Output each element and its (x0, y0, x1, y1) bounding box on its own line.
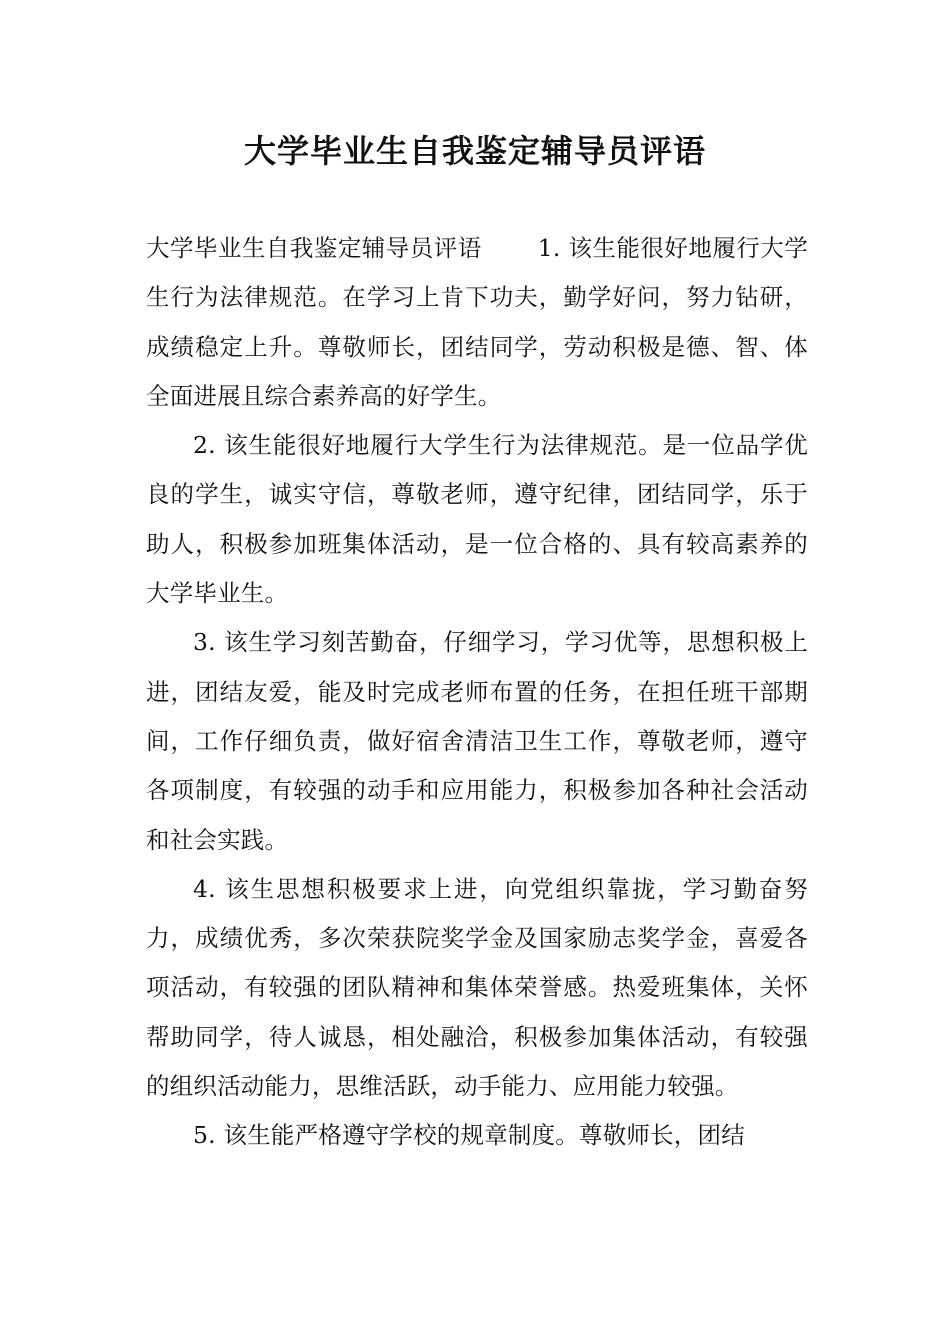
paragraph-5: 5. 该生能严格遵守学校的规章制度。尊敬师长，团结 (193, 1121, 745, 1150)
paragraph-1-text: 1. 该生能很好地履行大学生行为法律规范。在学习上肯下功夫，勤学好问，努力钻研，成绩稳定上升。尊敬师长，团结同学，劳动积极是德、智、体全面进展且综合素养高的好学生。 (146, 234, 808, 410)
paragraph-2: 2. 该生能很好地履行大学生行为法律规范。是一位品学优良的学生，诚实守信，尊敬老师，遵守纪律，团结同学，乐于助人，积极参加班集体活动，是一位合格的、具有较高素养的大学毕业生。 (146, 431, 808, 608)
document-title: 大学毕业生自我鉴定辅导员评语 (243, 132, 706, 170)
paragraph-1 (146, 224, 808, 421)
intro-heading: 大学毕业生自我鉴定辅导员评语 (146, 234, 482, 262)
paragraph-4: 4. 该生思想积极要求上进，向党组织靠拢，学习勤奋努力，成绩优秀，多次荣获院奖学金及国家励志奖学金，喜爱各项活动，有较强的团队精神和集体荣誉感。热爱班集体，关怀帮助同学，待人诚恳，相处融洽，积极参加集体活动，有较强的组织活动能力，思维活跃，动手能力、应用能力较强。 (146, 874, 808, 1101)
document-body (146, 224, 808, 1161)
paragraph-3: 3. 该生学习刻苦勤奋，仔细学习，学习优等，思想积极上进，团结友爱，能及时完成老师布置的任务，在担任班干部期间，工作仔细负责，做好宿舍清洁卫生工作，尊敬老师，遵守各项制度，有较强的动手和应用能力，积极参加各种社会活动和社会实践。 (146, 628, 808, 854)
